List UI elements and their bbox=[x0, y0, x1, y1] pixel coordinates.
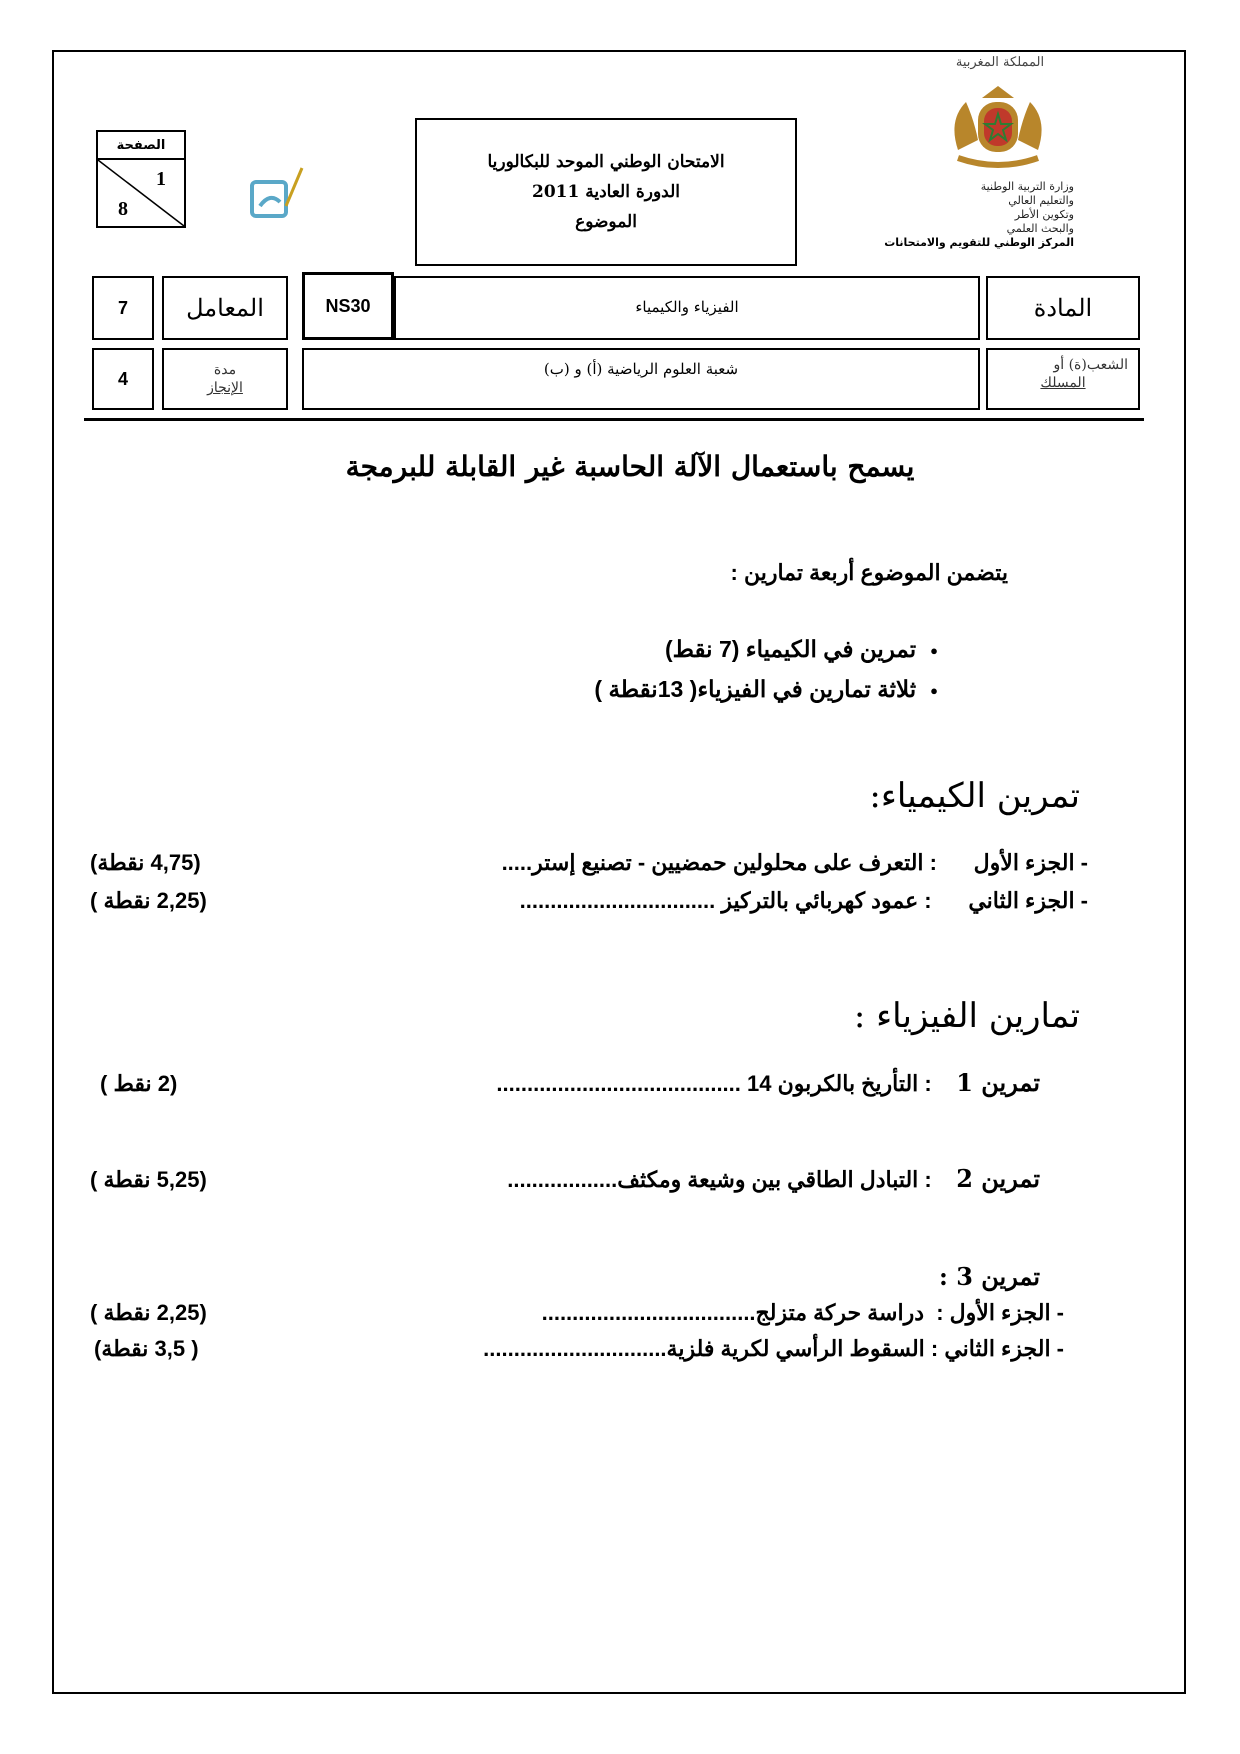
subject-code: NS30 bbox=[302, 272, 394, 340]
list-item: ● ثلاثة تمارين في الفيزياء( 13نقطة ) bbox=[300, 670, 938, 710]
coat-of-arms-icon bbox=[938, 80, 1058, 175]
part-topic: : عمود كهربائي بالتركيز ................................ bbox=[519, 888, 932, 913]
exercise-list bbox=[300, 630, 938, 710]
list-item: ● تمرين في الكيمياء (7 نقط) bbox=[300, 630, 938, 670]
exercise-label: تمرين 1 bbox=[956, 1068, 1040, 1097]
exam-subject-label: الموضوع bbox=[575, 212, 637, 232]
exam-logo-icon bbox=[246, 162, 308, 224]
chemistry-part-2 bbox=[90, 888, 1088, 914]
branch-label bbox=[986, 348, 1140, 410]
part-points: ( 3,5 نقطة) bbox=[94, 1336, 199, 1361]
intro-text: يتضمن الموضوع أربعة تمارين : bbox=[730, 560, 1008, 585]
branch-label-line: الشعب(ة) أو bbox=[1053, 357, 1128, 373]
physics-exercise-2 bbox=[90, 1164, 1040, 1193]
physics-ex3-part-1 bbox=[90, 1300, 1064, 1326]
exercise-label: تمرين 2 bbox=[956, 1164, 1040, 1193]
kingdom-label: المملكة المغربية bbox=[955, 55, 1045, 70]
ministry-line: والتعليم العالي bbox=[1008, 194, 1074, 207]
page-total: 8 bbox=[118, 198, 128, 220]
duration-label-line: الإنجاز bbox=[207, 380, 243, 396]
exercise-points: (2 نقط ) bbox=[100, 1071, 178, 1096]
chemistry-title: تمرين الكيمياء: bbox=[869, 776, 1080, 816]
part-label: - الجزء الثاني : bbox=[930, 1336, 1064, 1361]
part-label: - الجزء الثاني bbox=[968, 888, 1088, 913]
physics-exercise-1 bbox=[100, 1068, 1040, 1097]
subject-value: الفيزياء والكيمياء bbox=[394, 276, 980, 340]
part-points: (2,25 نقطة ) bbox=[90, 1300, 207, 1325]
exercise-3-label: تمرين 3 : bbox=[938, 1262, 1040, 1291]
header-divider bbox=[84, 418, 1144, 421]
part-points: (4,75 نقطة) bbox=[90, 850, 201, 875]
duration-value: 4 bbox=[92, 348, 154, 410]
centre-name: المركز الوطني للتقويم والامتحانات bbox=[884, 236, 1074, 249]
duration-label-line: مدة bbox=[213, 362, 237, 378]
branch-label-line: المسلك bbox=[1040, 375, 1086, 391]
ministry-line: وزارة التربية الوطنية bbox=[980, 180, 1074, 193]
coef-value: 7 bbox=[92, 276, 154, 340]
physics-title: تمارين الفيزياء : bbox=[853, 996, 1080, 1036]
ministry-line: والبحث العلمي bbox=[1006, 222, 1074, 235]
part-label: - الجزء الأول bbox=[973, 850, 1088, 875]
part-topic: دراسة حركة متزلج................................... bbox=[541, 1300, 924, 1325]
ministry-name bbox=[870, 180, 1074, 249]
part-topic: السقوط الرأسي لكرية فلزية.............................. bbox=[483, 1336, 925, 1361]
physics-ex3-part-2 bbox=[94, 1336, 1064, 1362]
exam-title: الامتحان الوطني الموحد للبكالوريا bbox=[487, 152, 725, 172]
ministry-line: وتكوين الأطر bbox=[1014, 208, 1074, 221]
page-number-box bbox=[96, 158, 186, 228]
exercise-points: (5,25 نقطة ) bbox=[90, 1167, 207, 1192]
part-points: (2,25 نقطة ) bbox=[90, 888, 207, 913]
part-label: - الجزء الأول : bbox=[936, 1300, 1064, 1325]
page-label: الصفحة bbox=[96, 130, 186, 160]
exam-session: الدورة العادية 2011 bbox=[531, 182, 681, 202]
page-current: 1 bbox=[156, 168, 166, 190]
exercise-topic: : التأريخ بالكربون 14 ........................................ bbox=[496, 1071, 932, 1096]
calculator-note: يسمح باستعمال الآلة الحاسبة غير القابلة للبرمجة bbox=[345, 450, 915, 483]
part-topic: : التعرف على محلولين حمضيين - تصنيع إستر..... bbox=[501, 850, 937, 875]
coef-label: المعامل bbox=[162, 276, 288, 340]
exercise-topic: : التبادل الطاقي بين وشيعة ومكثف.................. bbox=[507, 1167, 932, 1192]
subject-label: المادة bbox=[986, 276, 1140, 340]
branch-value: شعبة العلوم الرياضية (أ) و (ب) bbox=[302, 348, 980, 410]
exam-title-box bbox=[415, 118, 797, 266]
page-divider-line bbox=[98, 160, 184, 226]
duration-label bbox=[162, 348, 288, 410]
chemistry-part-1 bbox=[90, 850, 1088, 876]
